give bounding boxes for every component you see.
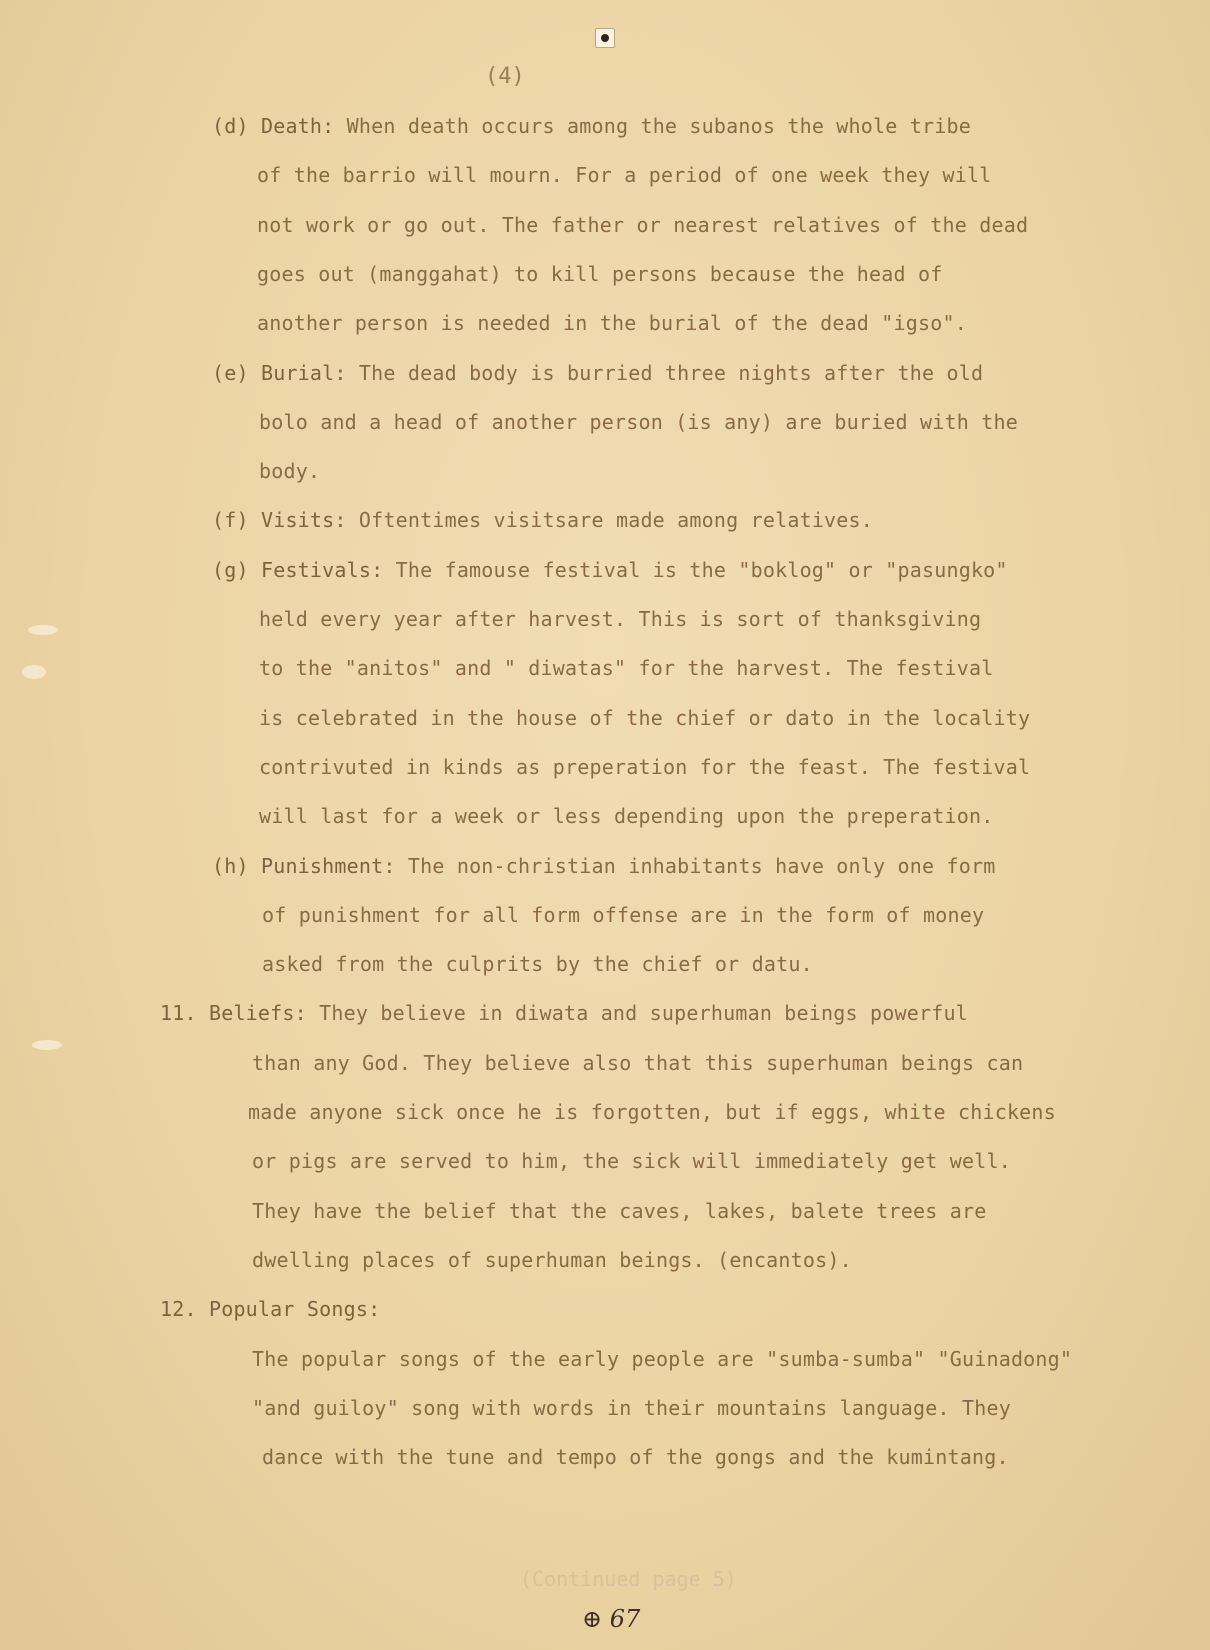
line-text: They believe in diwata and superhuman beings powerful (306, 1001, 968, 1025)
handwritten-page-number: ⊕ 67 (582, 1605, 641, 1633)
line-text: made anyone sick once he is forgotten, but if eggs, white chickens (248, 1100, 1056, 1124)
line-text: bolo and a head of another person (is any) are buried with the (259, 410, 1018, 434)
text-line (160, 1297, 380, 1321)
line-text: body. (259, 459, 321, 483)
line-text: "and guiloy" song with words in their mountains language. They (252, 1396, 1011, 1420)
line-text: asked from the culprits by the chief or datu. (262, 952, 813, 976)
text-line (257, 213, 1028, 237)
line-text: When death occurs among the subanos the whole tribe (334, 114, 971, 138)
line-text: Oftentimes visitsare made among relatives. (346, 508, 874, 532)
continued-note: (Continued page 5) (520, 1567, 737, 1591)
section-label: (e) Burial: (212, 361, 347, 385)
text-line (252, 1149, 1011, 1173)
line-text: They have the belief that the caves, lakes, balete trees are (252, 1199, 987, 1223)
text-line (212, 558, 1008, 582)
line-text: will last for a week or less depending upon the preperation. (259, 804, 994, 828)
line-text: The dead body is burried three nights after the old (346, 361, 984, 385)
text-line (262, 952, 813, 976)
line-text: not work or go out. The father or nearest relatives of the dead (257, 213, 1029, 237)
section-label: (g) Festivals: (212, 558, 384, 582)
text-line (212, 361, 983, 385)
line-text: is celebrated in the house of the chief or dato in the locality (259, 706, 1031, 730)
text-line (252, 1347, 1072, 1371)
text-line (252, 1248, 852, 1272)
section-label: (f) Visits: (212, 508, 347, 532)
line-text: of the barrio will mourn. For a period of one week they will (257, 163, 992, 187)
line-text: held every year after harvest. This is sort of thanksgiving (259, 607, 982, 631)
text-line (257, 262, 943, 286)
text-line (259, 804, 993, 828)
text-line (259, 656, 993, 680)
text-line (259, 755, 1030, 779)
text-line (259, 607, 981, 631)
text-line (212, 508, 873, 532)
text-line (252, 1051, 1023, 1075)
paper-damage-mark (28, 625, 58, 635)
line-text: contrivuted in kinds as preperation for the feast. The festival (259, 755, 1031, 779)
line-text: another person is needed in the burial of the dead "igso". (257, 311, 967, 335)
line-text: The popular songs of the early people are "sumba-sumba" "Guinadong" (252, 1347, 1073, 1371)
line-text: dance with the tune and tempo of the gongs and the kumintang. (262, 1445, 1009, 1469)
text-line (259, 410, 1018, 434)
section-label: 11. Beliefs: (160, 1001, 307, 1025)
punch-hole-icon (595, 28, 615, 48)
text-line (160, 1001, 968, 1025)
text-line (259, 706, 1030, 730)
line-text: than any God. They believe also that this superhuman beings can (252, 1051, 1024, 1075)
line-text: The non-christian inhabitants have only one form (395, 854, 996, 878)
line-text: dwelling places of superhuman beings. (encantos). (252, 1248, 852, 1272)
text-line (252, 1396, 1011, 1420)
section-label: (d) Death: (212, 114, 335, 138)
handwritten-mark-icon: ⊕ (582, 1605, 610, 1633)
text-line (262, 903, 984, 927)
text-line (257, 311, 967, 335)
paper-damage-mark (32, 1040, 62, 1050)
text-line (259, 459, 320, 483)
line-text: goes out (manggahat) to kill persons because the head of (257, 262, 943, 286)
paper-damage-mark (22, 665, 46, 679)
line-text: The famouse festival is the "boklog" or "pasungko" (383, 558, 1008, 582)
section-label: 12. Popular Songs: (160, 1297, 381, 1321)
section-label: (h) Punishment: (212, 854, 396, 878)
text-line (262, 1445, 1009, 1469)
text-line (212, 114, 971, 138)
line-text: or pigs are served to him, the sick will immediately get well. (252, 1149, 1011, 1173)
text-line (257, 163, 991, 187)
line-text: of punishment for all form offense are in the form of money (262, 903, 985, 927)
text-line (252, 1199, 986, 1223)
page-number: (4) (485, 64, 525, 89)
text-line (248, 1100, 1056, 1124)
line-text: to the "anitos" and " diwatas" for the harvest. The festival (259, 656, 994, 680)
text-line (212, 854, 995, 878)
